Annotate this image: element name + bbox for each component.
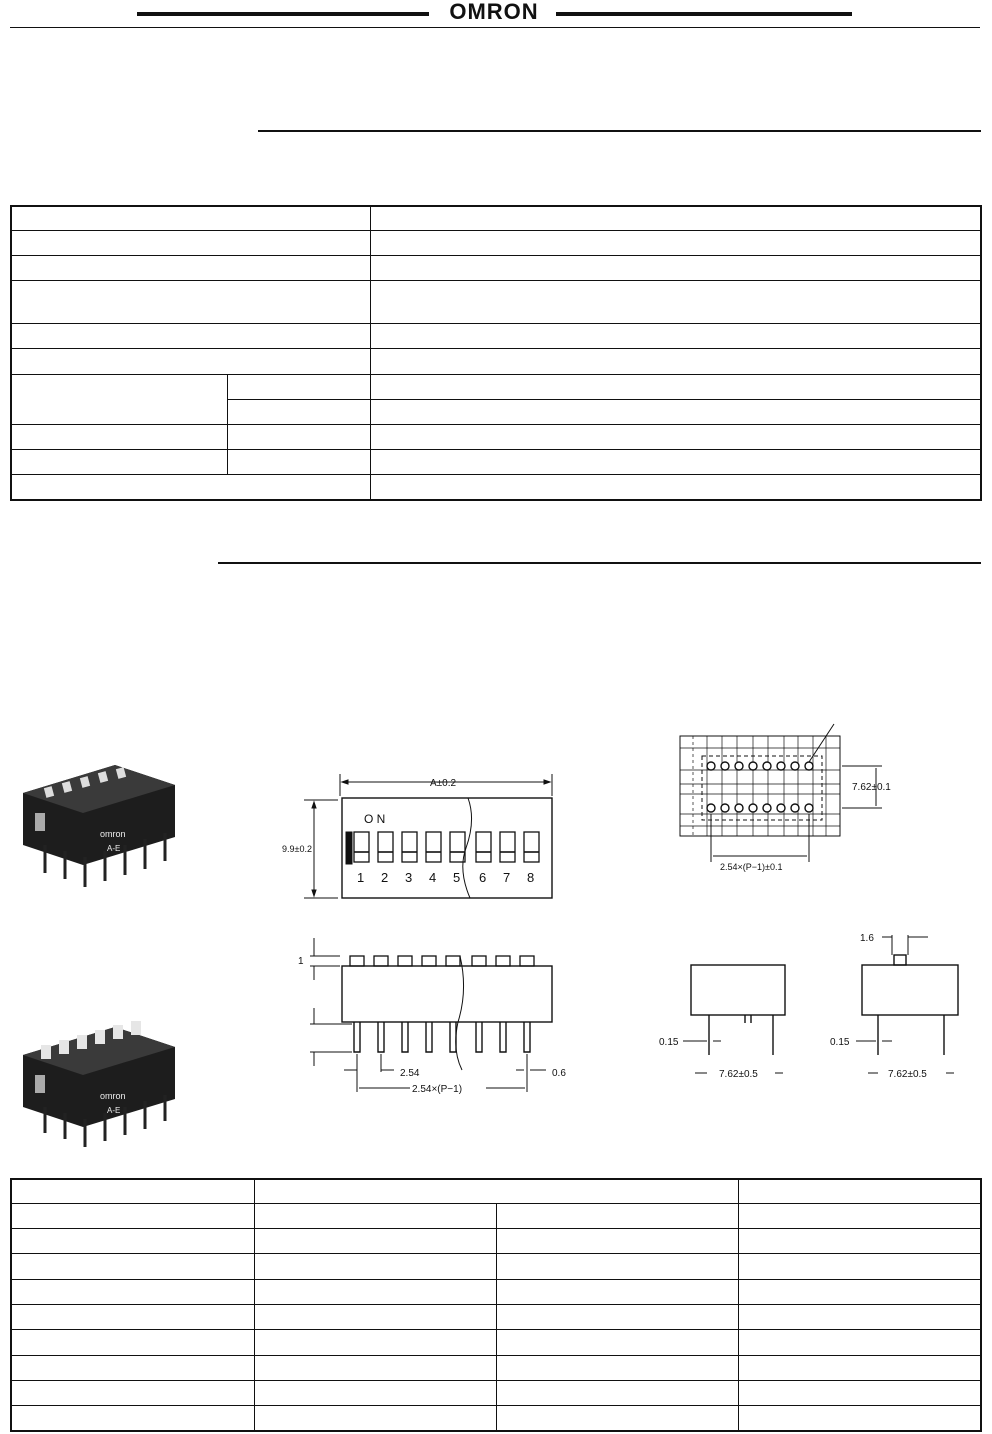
- pcb-span-dim-label: 2.54×(P−1)±0.1: [720, 862, 783, 872]
- dim-a-label: A±0.2: [430, 778, 457, 789]
- switch-number-8: 8: [527, 870, 535, 885]
- top-view-drawing: [280, 770, 580, 905]
- dim-pin-label: 0.6: [552, 1068, 566, 1079]
- end-view-a-drawing: [655, 955, 805, 1085]
- section-rule-dimensions: [218, 562, 981, 564]
- photo-2-model: A-E: [107, 1106, 121, 1115]
- switch-number-3: 3: [405, 870, 413, 885]
- table-row: [11, 1229, 981, 1254]
- switch-number-4: 4: [429, 870, 437, 885]
- dim-pitch-label: 2.54: [400, 1068, 420, 1079]
- end-a-lead-label: 0.15: [659, 1037, 679, 1048]
- header-rule-left: [137, 12, 429, 16]
- photo-1-model: A-E: [107, 844, 121, 853]
- end-b-lead-label: 0.15: [830, 1037, 850, 1048]
- ratings-table: [10, 205, 982, 501]
- brand-logo: OMRON: [449, 0, 539, 24]
- table-row: [11, 374, 981, 399]
- dim-span-label: 2.54×(P−1): [412, 1084, 463, 1095]
- table-row: [11, 255, 981, 280]
- table-row: [11, 1279, 981, 1304]
- on-label: O N: [364, 812, 386, 826]
- table-row: [11, 450, 981, 475]
- end-view-b-drawing: [828, 925, 978, 1085]
- product-photo-1: [15, 765, 185, 900]
- pcb-row-dim-label: 7.62±0.1: [852, 782, 891, 793]
- table-row: [11, 206, 981, 230]
- table-row: [11, 1355, 981, 1380]
- table-row: [11, 1380, 981, 1405]
- header-rule-right: [556, 12, 852, 16]
- switch-number-1: 1: [357, 870, 365, 885]
- table-row: [11, 1203, 981, 1228]
- dim-1-label: 1: [298, 956, 304, 967]
- photo-2-marking: omron: [100, 1091, 126, 1101]
- product-photo-2: [15, 1015, 185, 1150]
- section-rule-ratings: [258, 130, 981, 132]
- switch-number-2: 2: [381, 870, 389, 885]
- pcb-pattern-drawing: [678, 722, 893, 877]
- table-row: [11, 324, 981, 349]
- dim-height-label: 9.9±0.2: [282, 844, 312, 854]
- switch-number-6: 6: [479, 870, 487, 885]
- end-a-width-label: 7.62±0.5: [719, 1069, 758, 1080]
- table-row: [11, 280, 981, 323]
- header-baseline: [10, 27, 980, 28]
- table-row: [11, 424, 981, 449]
- table-row: [11, 1304, 981, 1329]
- table-row: [11, 230, 981, 255]
- table-row: [11, 1406, 981, 1431]
- photo-1-marking: omron: [100, 829, 126, 839]
- end-b-top-label: 1.6: [860, 933, 874, 944]
- switch-number-5: 5: [453, 870, 461, 885]
- table-row: [11, 1254, 981, 1279]
- side-view-drawing: [290, 930, 580, 1105]
- table-row: [11, 1330, 981, 1355]
- table-row: [11, 349, 981, 374]
- models-table: [10, 1178, 982, 1432]
- table-row: [11, 475, 981, 500]
- end-b-width-label: 7.62±0.5: [888, 1069, 927, 1080]
- table-row: [11, 1179, 981, 1203]
- switch-number-7: 7: [503, 870, 511, 885]
